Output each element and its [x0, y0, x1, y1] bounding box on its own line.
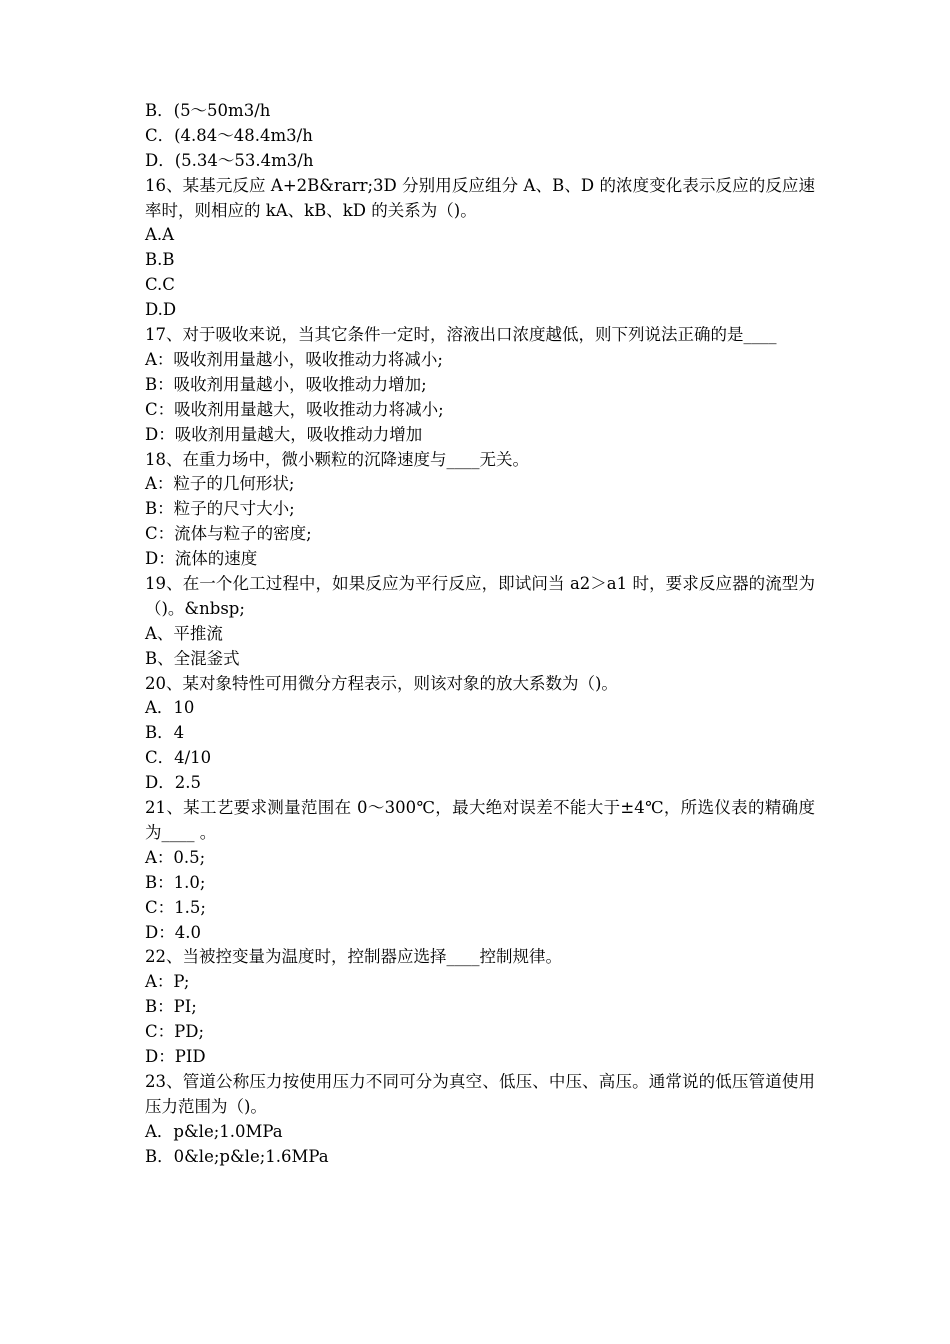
option-line: A．p&le;1.0MPa: [145, 1121, 283, 1141]
option-line: D．(5.34～53.4m3/h: [145, 150, 314, 170]
option-line: A：0.5;: [145, 847, 206, 867]
question-16: 16、某基元反应 A+2B&rarr;3D 分别用反应组分 A、B、D 的浓度变化表示反应的反应速率时，则相应的 kA、kB、kD 的关系为（)。: [145, 175, 815, 220]
option-line: C：吸收剂用量越大，吸收推动力将减小;: [145, 399, 444, 419]
option-line: A.A: [145, 225, 175, 245]
option-line: B.B: [145, 250, 175, 270]
option-line: D．2.5: [145, 773, 201, 793]
option-line: A：P;: [145, 972, 190, 992]
question-21: 21、某工艺要求测量范围在 0～300℃，最大绝对误差不能大于±4℃，所选仪表的精确度为____ 。: [145, 798, 815, 842]
question-20: 20、某对象特性可用微分方程表示，则该对象的放大系数为（)。: [145, 673, 618, 693]
option-line: B：粒子的尺寸大小;: [145, 499, 295, 519]
option-line: D：吸收剂用量越大，吸收推动力增加: [145, 424, 423, 444]
question-22: 22、当被控变量为温度时，控制器应选择____控制规律。: [145, 947, 562, 967]
option-line: B．4: [145, 723, 185, 743]
option-line: B．0&le;p&le;1.6MPa: [145, 1146, 329, 1166]
option-line: A：粒子的几何形状;: [145, 474, 295, 494]
option-line: B、全混釜式: [145, 648, 240, 668]
option-line: C：1.5;: [145, 897, 206, 917]
option-line: A：吸收剂用量越小，吸收推动力将减小;: [145, 349, 443, 369]
option-line: C.C: [145, 275, 175, 295]
option-line: C：PD;: [145, 1022, 205, 1042]
option-line: C．(4.84～48.4m3/h: [145, 125, 313, 145]
question-17: 17、对于吸收来说，当其它条件一定时，溶液出口浓度越低，则下列说法正确的是____: [145, 325, 777, 345]
option-line: B：吸收剂用量越小，吸收推动力增加;: [145, 374, 427, 394]
option-line: B．(5～50m3/h: [145, 101, 271, 120]
exam-text-body: [145, 99, 815, 1169]
option-line: D.D: [145, 300, 177, 320]
option-line: D：流体的速度: [145, 549, 258, 569]
question-18: 18、在重力场中，微小颗粒的沉降速度与____无关。: [145, 449, 529, 469]
option-line: D：PID: [145, 1047, 206, 1066]
option-line: A．10: [145, 698, 195, 718]
question-19: 19、在一个化工过程中，如果反应为平行反应，即试问当 a2＞a1 时，要求反应器的流型为（)。&nbsp;: [145, 573, 815, 618]
question-23: 23、管道公称压力按使用压力不同可分为真空、低压、中压、高压。通常说的低压管道使用压力范围为（)。: [145, 1071, 815, 1116]
option-line: B：1.0;: [145, 872, 206, 892]
option-line: B：PI;: [145, 997, 197, 1017]
option-line: A、平推流: [145, 623, 223, 643]
option-line: D：4.0: [145, 922, 201, 942]
option-line: C：流体与粒子的密度;: [145, 524, 312, 544]
option-line: C．4/10: [145, 748, 212, 768]
